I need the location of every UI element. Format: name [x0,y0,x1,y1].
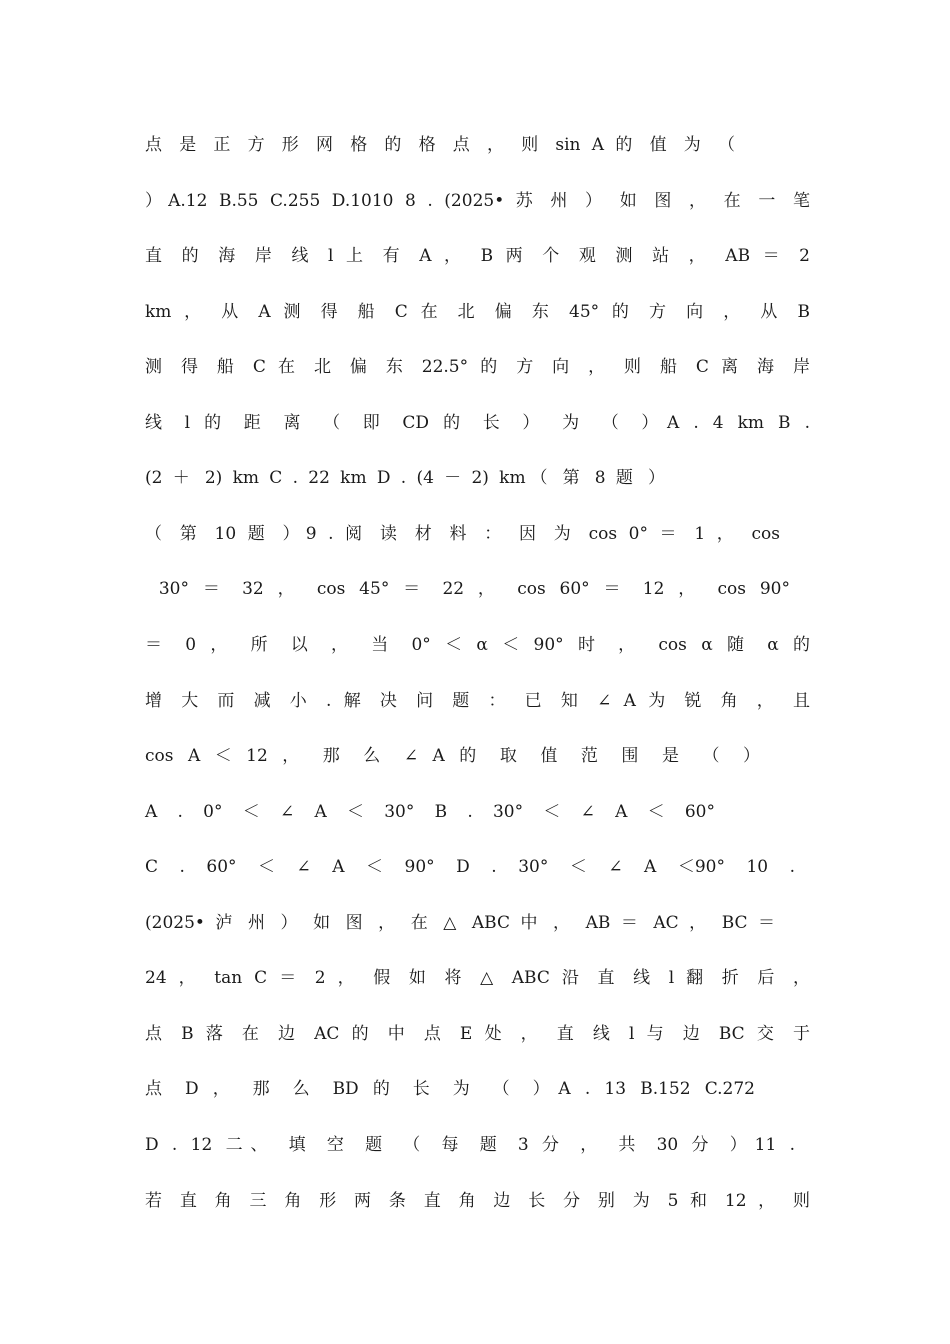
text-line-8: （ 第 10 题 ）9 . 阅 读 材 料 ： 因 为 cos 0° ＝ 1 ， cos [145,524,780,544]
text-line-13: A . 0° ＜ ∠ A ＜ 30° B . 30° ＜ ∠ A ＜ 60° [145,802,715,822]
text-line-19: D . 12 二、 填 空 题 （ 每 题 3 分 ， 共 30 分 ）11 . [145,1135,795,1155]
text-line-2: ）A.12 B.55 C.255 D.1010 8 . (2025• 苏 州 ） 如 图 ， 在 一 笔 [145,191,810,211]
text-line-16: 24 ， tan C ＝ 2 ， 假 如 将 △ ABC 沿 直 线 l 翻 折 后 ， [145,968,810,988]
text-line-1: 点 是 正 方 形 网 格 的 格 点 ， 则 sin A 的 值 为 （ [145,135,735,155]
text-line-17: 点 B 落 在 边 AC 的 中 点 E 处 ， 直 线 l 与 边 BC 交 于 [145,1024,810,1044]
text-line-18: 点 D ， 那 么 BD 的 长 为 （ ）A . 13 B.152 C.272 [145,1079,755,1099]
text-line-7: (2 ＋ 2) km C . 22 km D . (4 － 2) km（ 第 8 题 ） [145,468,665,488]
text-line-20: 若 直 角 三 角 形 两 条 直 角 边 长 分 别 为 5 和 12 ， 则 [145,1191,810,1211]
text-line-5: 测 得 船 C 在 北 偏 东 22.5° 的 方 向 ， 则 船 C 离 海 岸 [145,357,810,377]
text-line-9: 30° ＝ 32 ， cos 45° ＝ 22 ， cos 60° ＝ 12 ， cos 90° [145,579,790,599]
text-line-3: 直 的 海 岸 线 l 上 有 A ， B 两 个 观 测 站 ， AB ＝ 2 [145,246,810,266]
text-line-10: ＝ 0 ， 所 以 ， 当 0° ＜ α ＜ 90° 时 ， cos α 随 α 的 [145,635,810,655]
text-line-11: 增 大 而 减 小 . 解 决 问 题 ： 已 知 ∠ A 为 锐 角 ， 且 [145,691,810,711]
text-line-6: 线 l 的 距 离 （ 即 CD 的 长 ） 为 （ ）A . 4 km B . [145,413,810,433]
text-line-15: (2025• 泸 州 ） 如 图 ， 在 △ ABC 中 ， AB ＝ AC ， BC ＝ [145,913,775,933]
text-line-14: C . 60° ＜ ∠ A ＜ 90° D . 30° ＜ ∠ A ＜90° 10 . [145,857,795,877]
text-line-12: cos A ＜ 12 ， 那 么 ∠ A 的 取 值 范 围 是 （ ） [145,746,760,766]
text-line-4: km ， 从 A 测 得 船 C 在 北 偏 东 45° 的 方 向 ， 从 B [145,302,810,322]
